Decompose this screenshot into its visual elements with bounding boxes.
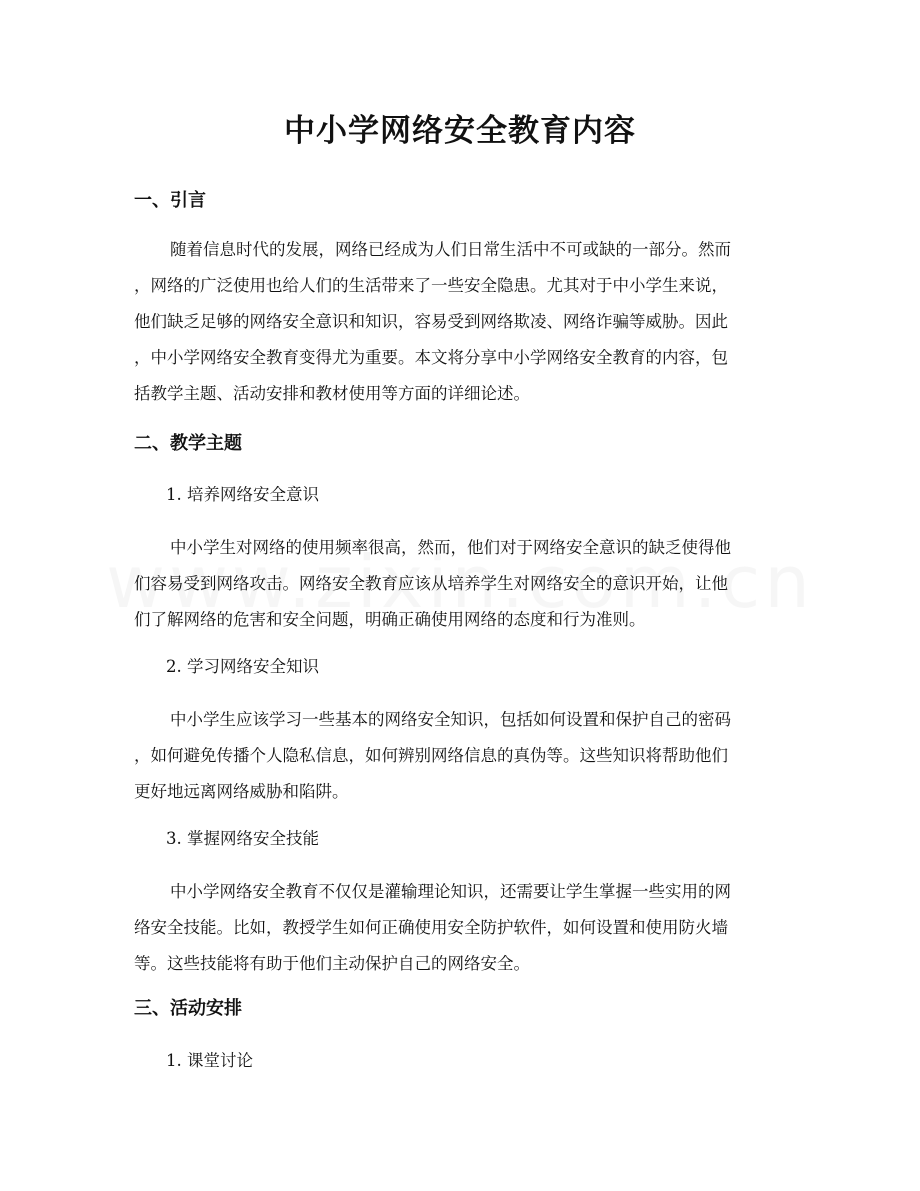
paragraph-line: ，如何避免传播个人隐私信息，如何辨别网络信息的真伪等。这些知识将帮助他们 <box>134 746 728 765</box>
subheading-theme-1: 1. 培养网络安全意识 <box>166 485 319 504</box>
subheading-activity-1: 1. 课堂讨论 <box>166 1051 253 1070</box>
section-heading-intro: 一、引言 <box>134 190 206 211</box>
paragraph-line: 中小学生对网络的使用频率很高，然而，他们对于网络安全意识的缺乏使得他 <box>170 538 731 557</box>
paragraph-line: ，网络的广泛使用也给人们的生活带来了一些安全隐患。尤其对于中小学生来说， <box>134 276 728 295</box>
document-title: 中小学网络安全教育内容 <box>284 113 636 149</box>
paragraph-line: 们容易受到网络攻击。网络安全教育应该从培养学生对网络安全的意识开始，让他 <box>134 574 728 593</box>
paragraph-theme-2 <box>134 702 786 810</box>
paragraph-line: 括教学主题、活动安排和教材使用等方面的详细论述。 <box>134 384 530 403</box>
paragraph-line: 随着信息时代的发展，网络已经成为人们日常生活中不可或缺的一部分。然而 <box>170 240 731 259</box>
paragraph-line: 更好地远离网络威胁和陷阱。 <box>134 782 349 801</box>
section-heading-activities: 三、活动安排 <box>134 998 242 1019</box>
paragraph-line: 等。这些技能将有助于他们主动保护自己的网络安全。 <box>134 954 530 973</box>
paragraph-theme-1 <box>134 530 786 638</box>
paragraph-line: 他们缺乏足够的网络安全意识和知识，容易受到网络欺凌、网络诈骗等威胁。因此 <box>134 312 728 331</box>
paragraph-line: 们了解网络的危害和安全问题，明确正确使用网络的态度和行为准则。 <box>134 610 646 629</box>
paragraph-theme-3 <box>134 874 786 982</box>
section-heading-themes: 二、教学主题 <box>134 433 242 454</box>
paragraph-line: 中小学网络安全教育不仅仅是灌输理论知识，还需要让学生掌握一些实用的网 <box>170 882 731 901</box>
paragraph-line: 络安全技能。比如，教授学生如何正确使用安全防护软件，如何设置和使用防火墙 <box>134 918 728 937</box>
paragraph-intro <box>134 232 786 412</box>
subheading-theme-2: 2. 学习网络安全知识 <box>166 657 319 676</box>
subheading-theme-3: 3. 掌握网络安全技能 <box>166 829 319 848</box>
paragraph-line: ，中小学网络安全教育变得尤为重要。本文将分享中小学网络安全教育的内容，包 <box>134 348 728 367</box>
paragraph-line: 中小学生应该学习一些基本的网络安全知识，包括如何设置和保护自己的密码 <box>170 710 731 729</box>
